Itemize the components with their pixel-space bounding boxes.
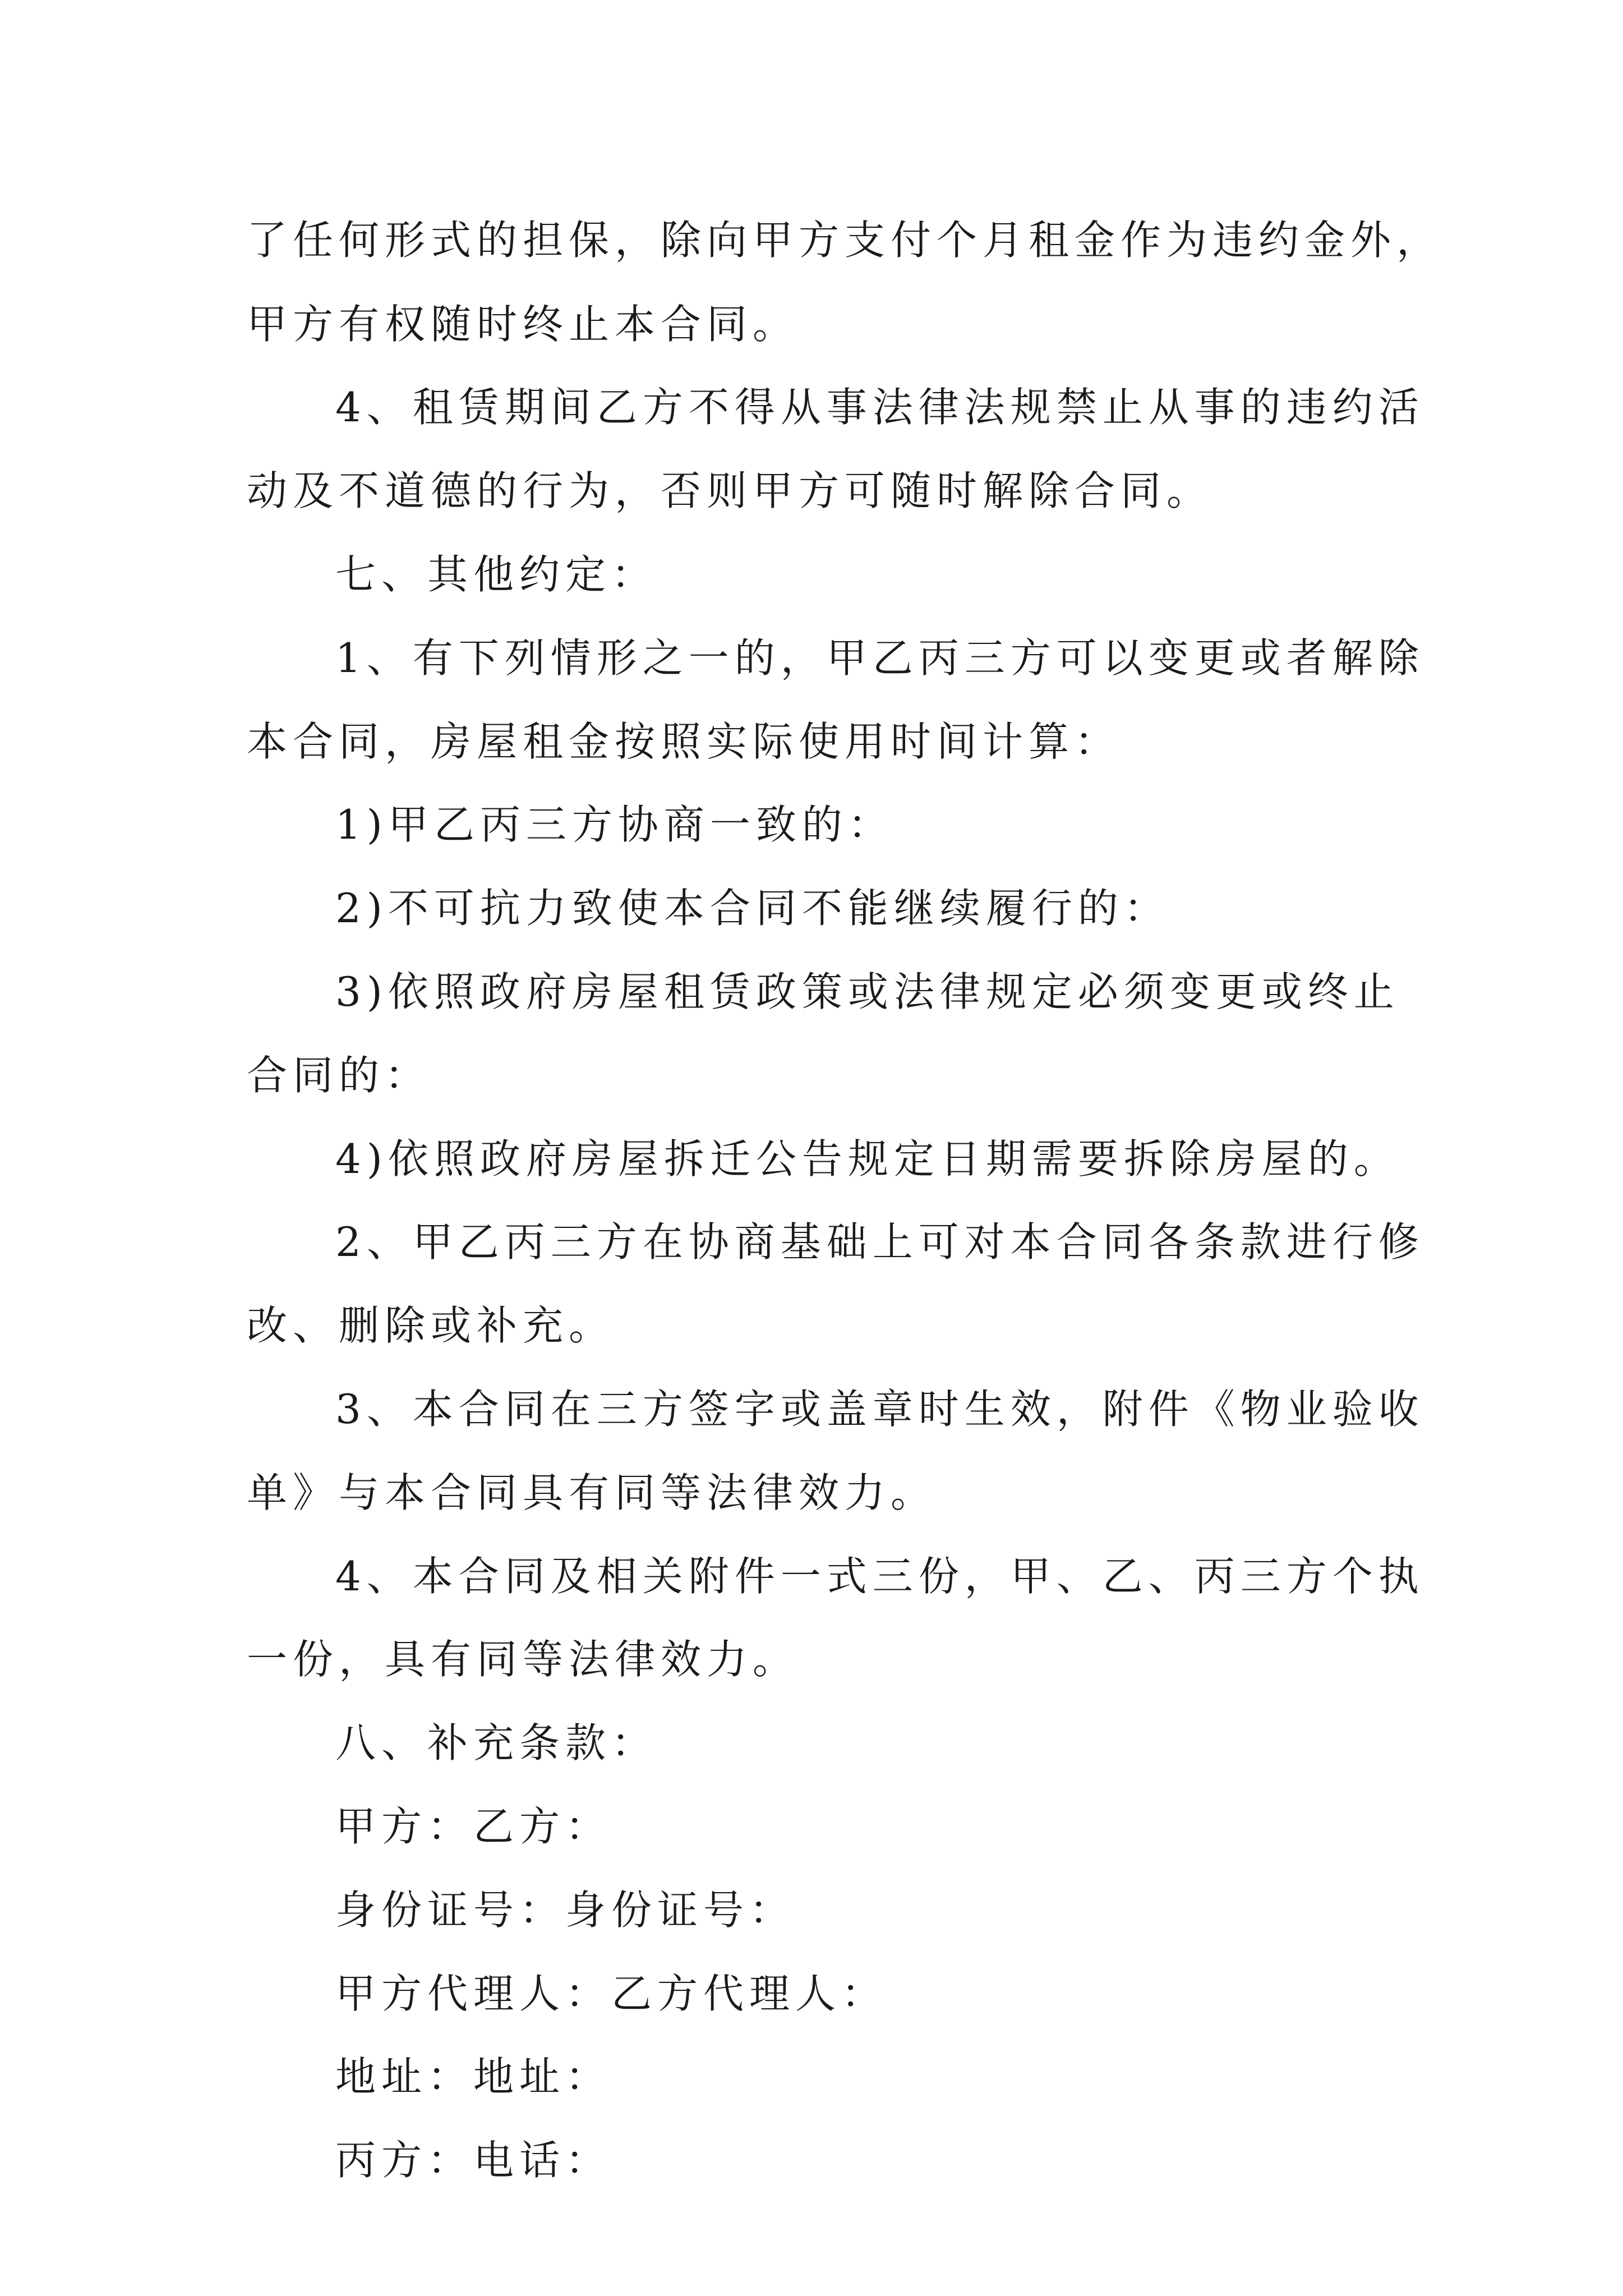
- signature-field: 地址：地址：: [335, 2053, 612, 2100]
- signature-field: 身份证号：身份证号：: [335, 1887, 796, 1934]
- section-heading: 八、补充条款：: [335, 1719, 658, 1766]
- text-line: 4、租赁期间乙方不得从事法律法规禁止从事的违约活: [335, 384, 1424, 431]
- signature-field: 丙方：电话：: [335, 2137, 612, 2184]
- text-line: 4、本合同及相关附件一式三份，甲、乙、丙三方个执: [335, 1553, 1424, 1600]
- list-item: 1)甲乙丙三方协商一致的：: [335, 801, 894, 848]
- signature-field: 甲方：乙方：: [335, 1803, 612, 1850]
- list-item: 4)依照政府房屋拆迁公告规定日期需要拆除房屋的。: [335, 1135, 1400, 1182]
- text-line: 甲方有权随时终止本合同。: [247, 301, 799, 348]
- list-item: 3)依照政府房屋租赁政策或法律规定必须变更或终止: [335, 968, 1400, 1015]
- signature-field: 甲方代理人：乙方代理人：: [335, 1970, 888, 2017]
- text-line: 改、删除或补充。: [247, 1302, 615, 1349]
- text-line: 动及不道德的行为，否则甲方可随时解除合同。: [247, 467, 1213, 514]
- text-line: 3、本合同在三方签字或盖章时生效，附件《物业验收: [335, 1386, 1424, 1433]
- text-line: 单》与本合同具有同等法律效力。: [247, 1469, 937, 1516]
- text-line: 了任何形式的担保，除向甲方支付个月租金作为违约金外，: [247, 217, 1443, 264]
- text-line: 1、有下列情形之一的，甲乙丙三方可以变更或者解除: [335, 634, 1424, 682]
- text-line: 合同的：: [247, 1052, 431, 1099]
- section-heading: 七、其他约定：: [335, 551, 658, 598]
- text-line: 一份，具有同等法律效力。: [247, 1636, 799, 1683]
- text-line: 2、甲乙丙三方在协商基础上可对本合同各条款进行修: [335, 1218, 1424, 1266]
- text-line: 本合同，房屋租金按照实际使用时间计算：: [247, 718, 1121, 765]
- list-item: 2)不可抗力致使本合同不能继续履行的：: [335, 885, 1170, 932]
